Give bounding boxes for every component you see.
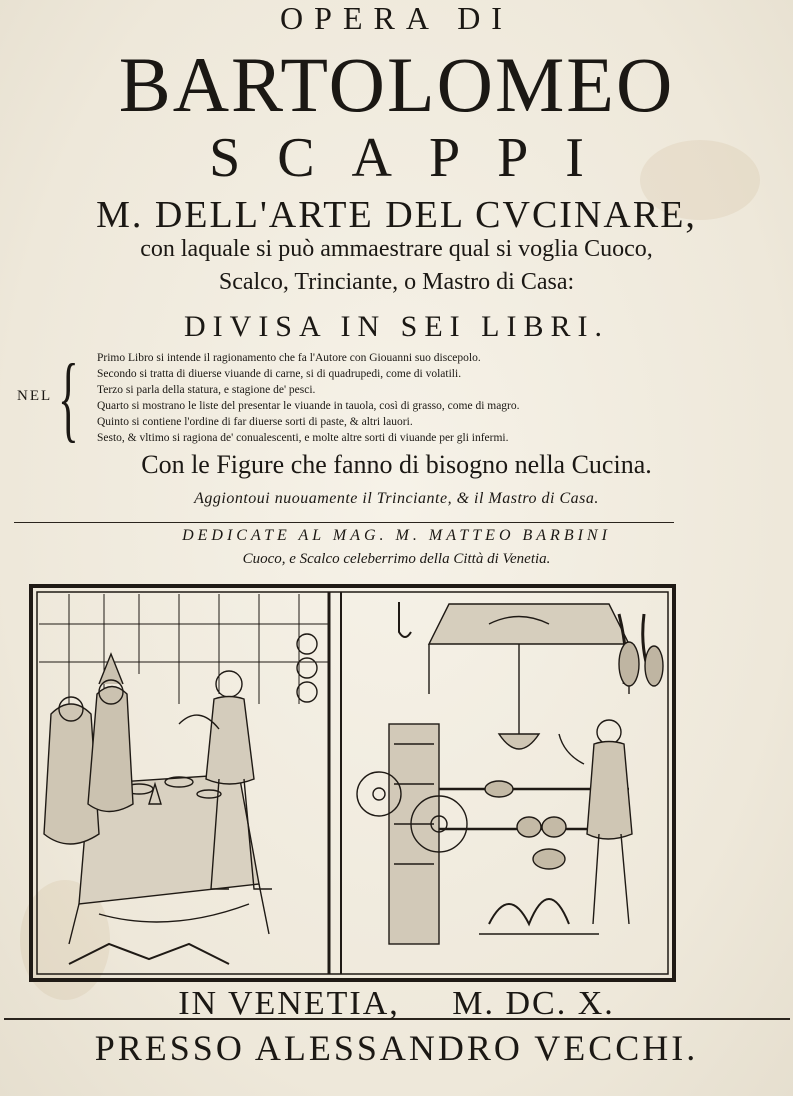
- kitchen-scene: [357, 602, 663, 944]
- woodcut-illustration: [29, 584, 676, 982]
- nel-label: NEL: [17, 388, 53, 404]
- divisa-heading: DIVISA IN SEI LIBRI.: [184, 310, 609, 343]
- heading-opera: OPERA DI: [280, 0, 513, 36]
- book-line: Quarto si mostrano le liste del presentar le viuande in tauola, così di grasso, come di magro.: [97, 400, 520, 412]
- subject-line: M. DELL'ARTE DEL CVCINARE,: [96, 194, 697, 236]
- book-line: Terzo si parla della statura, e stagione de' pesci.: [97, 384, 316, 396]
- dining-scene: [39, 594, 329, 964]
- brace-ornament: {: [58, 344, 79, 451]
- author-firstname: BARTOLOMEO: [118, 41, 675, 128]
- dedicatee-line: Cuoco, e Scalco celeberrimo della Città di Venetia.: [242, 551, 551, 567]
- description-line-1: con laquale si può ammaestrare qual si voglia Cuoco,: [140, 236, 653, 262]
- book-line: Sesto, & vltimo si ragiona de' conualescenti, e molte altre sorti di viuande per gli infermi.: [97, 432, 509, 444]
- addition-line: Aggiontoui nuouamente il Trinciante, & il Mastro di Casa.: [194, 490, 599, 507]
- book-line: Primo Libro si intende il ragionamento che fa l'Autore con Giouanni suo discepolo.: [97, 352, 481, 364]
- divider-rule: [14, 522, 674, 523]
- publisher-line: PRESSO ALESSANDRO VECCHI.: [94, 1028, 699, 1068]
- book-line: Secondo si tratta di diuerse viuande di carne, si di quadrupedi, come di volatili.: [97, 368, 462, 380]
- description-line-2: Scalco, Trinciante, o Mastro di Casa:: [218, 269, 575, 295]
- dedication-line: DEDICATE AL MAG. M. MATTEO BARBINI: [182, 527, 611, 544]
- books-list: [0, 344, 793, 451]
- author-surname: SCAPPI: [209, 127, 621, 189]
- figures-line: Con le Figure che fanno di bisogno nella Cucina.: [141, 450, 652, 479]
- imprint-line: IN VENETIA, M. DC. X.: [178, 985, 615, 1022]
- book-line: Quinto si contiene l'ordine di far diuerse sorti di paste, & altri lauori.: [97, 416, 413, 428]
